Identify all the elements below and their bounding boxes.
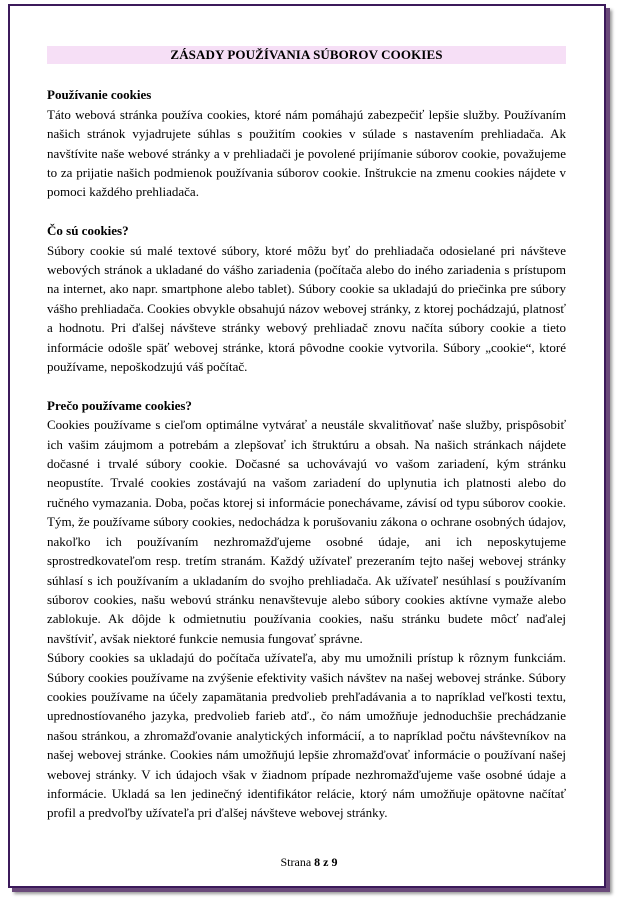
document-title: ZÁSADY POUŽÍVANIA SÚBOROV COOKIES xyxy=(47,46,566,64)
document-body xyxy=(47,46,566,823)
section-heading: Používanie cookies xyxy=(47,87,152,103)
spacer xyxy=(47,376,566,395)
current-page-number: 8 xyxy=(314,855,321,869)
section-usage xyxy=(47,85,566,201)
spacer xyxy=(47,64,566,83)
paragraph: Táto webová stránka používa cookies, ktoré nám pomáhajú zabezpečiť lepšie služby. Používaním našich stránok vyjadrujete súhlas s použitím cookies v súlade s nastavením prehliadača. Ak navštívite naše webové stránky a v prehliadači je povolené prijímanie súborov cookie, považujeme to za prijatie našich podmienok používania súborov cookie. Inštrukcie na zmenu cookies nájdete v pomoci každého prehliadača. xyxy=(47,106,566,200)
paragraph: Súbory cookie sú malé textové súbory, ktoré môžu byť do prehliadača odosielané pri návšteve webových stránok a ukladané do vášho zariadenia (počítača alebo do iného zariadenia s prístupom na internet, ako napr. smartphone alebo tablet). Súbory cookie sa ukladajú do priečinka pre súbory vášho prehliadača. Cookies obvykle obsahujú názov webovej stránky, z ktorej pochádzajú, platnosť a hodnotu. Pri ďalšej návšteve stránky webový prehliadač znovu načíta súbory cookie a tieto informácie odošle späť webovej stránke, ktorá pôvodne cookie vytvorila. Súbory „cookie“, ktoré používame, nepoškodzujú váš počítač. xyxy=(47,242,566,375)
section-heading: Čo sú cookies? xyxy=(47,223,129,239)
section-what-are-cookies xyxy=(47,221,566,376)
page-separator: z xyxy=(323,855,329,869)
section-heading: Prečo používame cookies? xyxy=(47,397,192,413)
spacer xyxy=(47,202,566,221)
paragraph: Súbory cookies sa ukladajú do počítača užívateľa, aby mu umožnili prístup k rôznym funkciám. Súbory cookies používame na zvýšenie efektivity vašich návštev na našej webovej stránke. Súbory cookies používame na účely zapamätania predvolieb prehľadávania a to napríklad veľkosti textu, uprednostíovaného jazyka, predvolieb farieb atď., čo nám umožňuje jednoduchšie prechádzanie našou stránkou, a zhromažďovanie analytických informácií, a to napríklad počtu návštevníkov na našej webovej stránke. Cookies nám umožňujú lepšie zhromažďovať informácie o používaní našej webovej stránky. V ich údajoch však v žiadnom prípade nezhromažďujeme vaše osobné údaje a informácie. Ukladá sa len jedinečný identifikátor relácie, ktorý nám umožňuje opätovne načítať profil a predvoľby užívateľa pri ďalšej návšteve webovej stránky. xyxy=(47,650,566,821)
page-footer xyxy=(0,855,618,870)
page-label: Strana xyxy=(280,855,312,869)
section-why-cookies xyxy=(47,396,566,823)
total-page-count: 9 xyxy=(331,855,338,869)
paragraph: Cookies používame s cieľom optimálne vytvárať a neustále skvalitňovať naše služby, prispôsobiť ich vašim záujmom a potrebám a zlepšovať ich štruktúru a obsah. Na našich stránkach nájdete dočasné i trvalé súbory cookie. Dočasné sa uchovávajú vo vašom zariadení, kým stránku neopustíte. Trvalé cookies zostávajú na vašom zariadení do uplynutia ich platnosti alebo do ručného vymazania. Doba, počas ktorej si informácie ponechávame, závisí od typu súborov cookie. Tým, že používame súbory cookies, nedochádza k porušovaniu zákona o ochrane osobných údajov, nakoľko ich používaním nezhromažďujeme osobné údaje, ani ich neposkytujeme sprostredkovateľom resp. tretím stranám. Každý užívateľ prezeraním tejto našej webovej stránky súhlasí s ich používaním a ukladaním do svojho prehliadača. Ak užívateľ nesúhlasí s používaním súborov cookies, našu webovú stránku nenavštevuje alebo súbory cookies aktívne vymaže alebo zablokuje. Ak dôjde k odmietnutiu používania cookies, našu stránku budete môcť naďalej navštíviť, avšak niektoré funkcie nemusia fungovať správne. xyxy=(47,417,566,646)
